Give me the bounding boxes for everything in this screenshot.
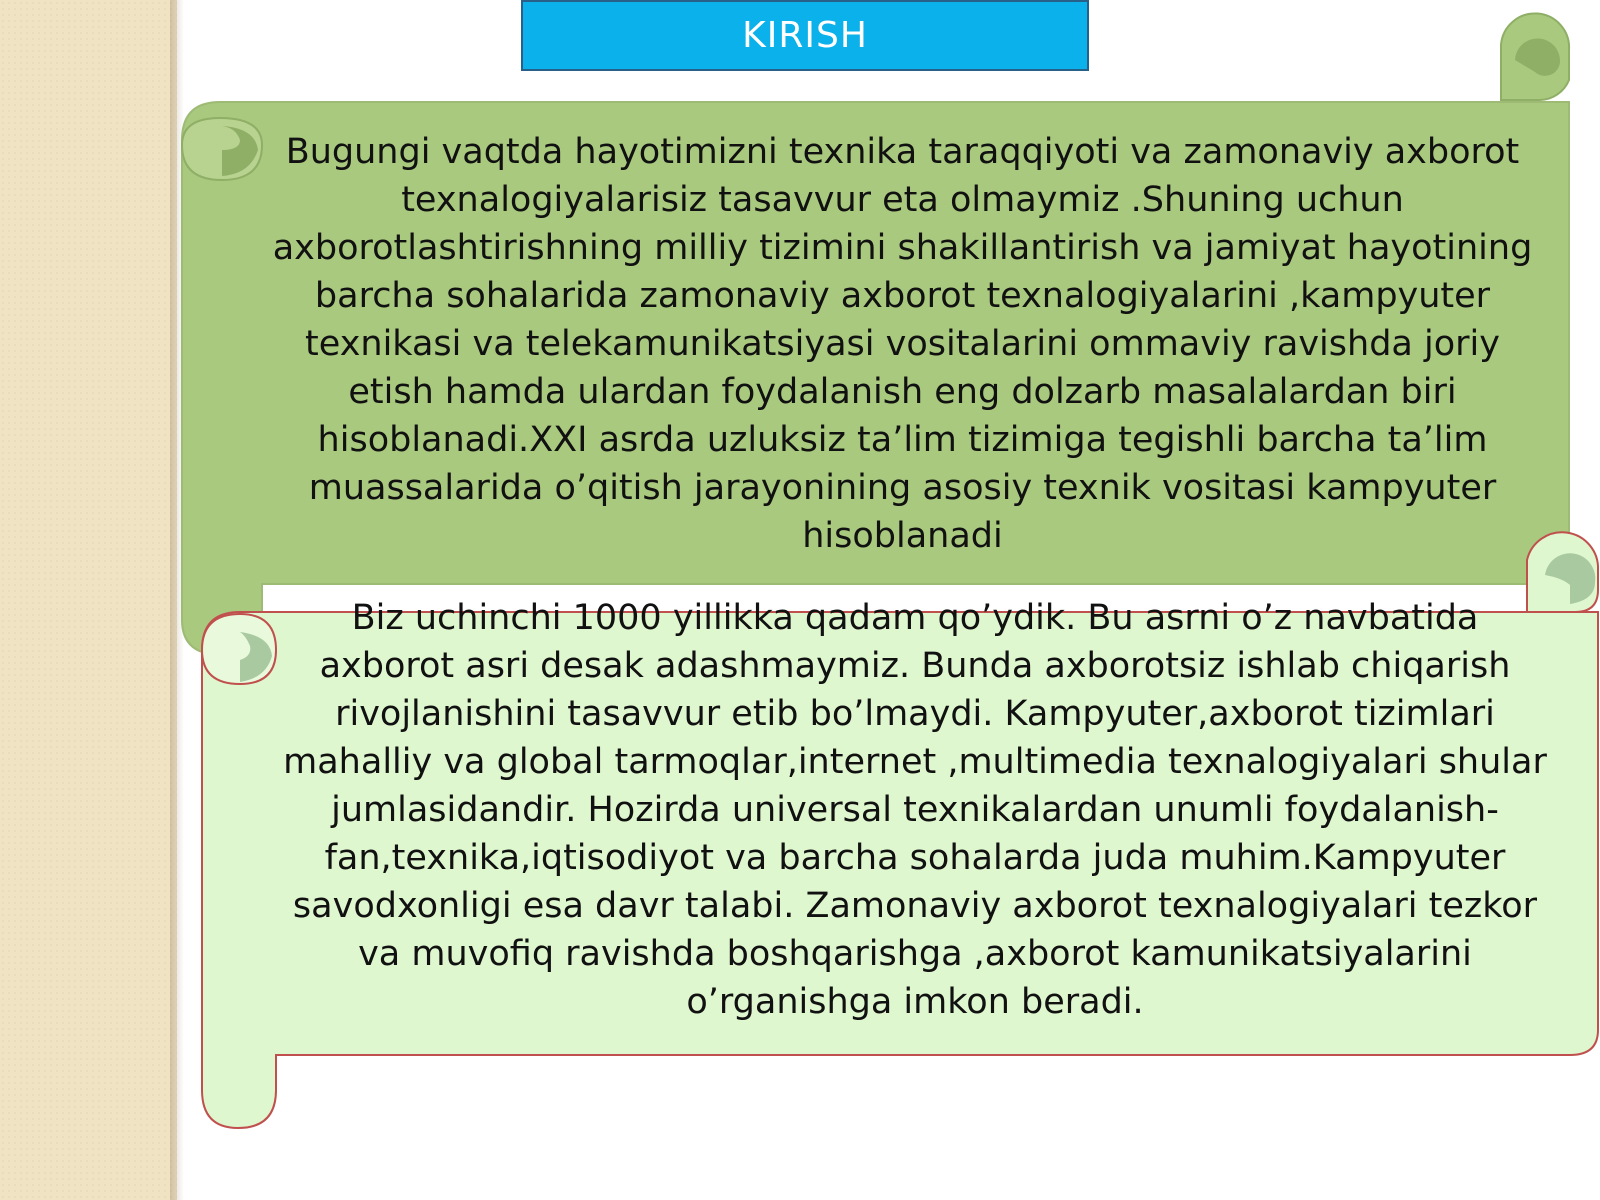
scroll-1-paragraph: Bugungi vaqtda hayotimizni texnika taraqqiyoti va zamonaviy axborot texnalogiyalarisiz tasavvur eta olmaymiz .Shuning uchun axborotlashtirishning milliy tizimini shakillantirish va jamiyat hayotining barcha sohalarida zamonaviy axborot texnalogiyalarini ,kampyuter texnikasi va telekamunikatsiyasi vositalarini ommaviy ravishda joriy etish hamda ulardan foydalanish eng dolzarb masalalardan biri hisoblanadi.XXI asrda uzluksiz ta’lim tizimiga tegishli barcha ta’lim muassalarida o’qitish jarayonining asosiy texnik vositasi kampyuter hisoblanadi [272,132,1533,556]
slide-title [521,0,1089,71]
slide-title-text: KIRISH [742,15,868,56]
scroll-2-paragraph: Biz uchinchi 1000 yillikka qadam qo’ydik. Bu asrni o’z navbatida axborot asri desak adashmaymiz. Bunda axborotsiz ishlab chiqarish rivojlanishini tasavvur etib bo’lmaydi. Kampyuter,axborot tizimlari mahalliy va global tarmoqlar,internet ,multimedia texnalogiyalari shular jumlasidandir. Hozirda universal texnikalardan unumli foydalanish-fan,texnika,iqtisodiyot va barcha sohalarda juda muhim.Kampyuter savodxonligi esa davr talabi. Zamonaviy axborot texnalogiyalari tezkor va muvofiq ravishda boshqarishga ,axborot kamunikatsiyalarini o’rganishga imkon beradi. [283,598,1547,1022]
